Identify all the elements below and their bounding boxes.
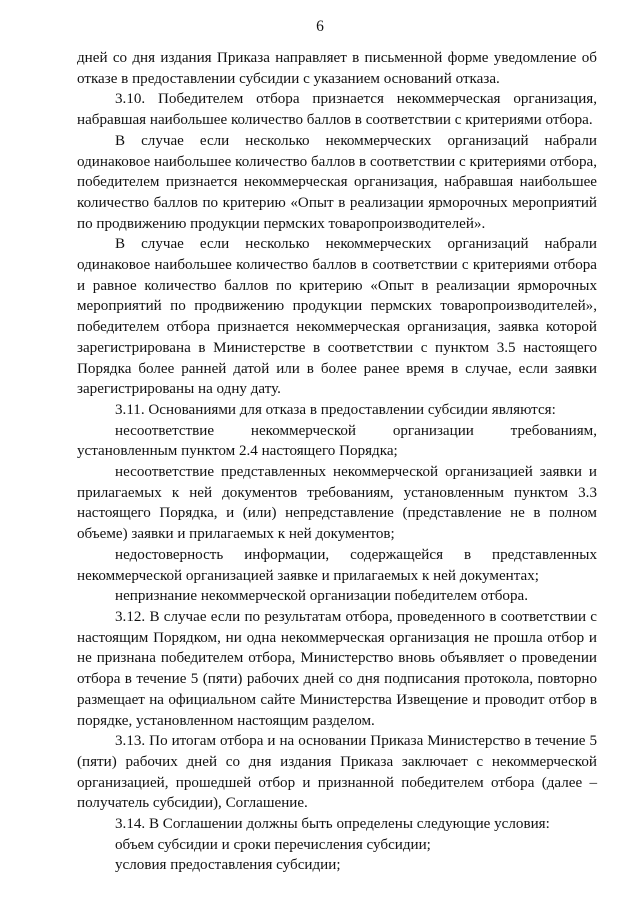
document-body <box>77 48 597 876</box>
paragraph-3-12: 3.12. В случае если по результатам отбора, проведенного в соответствии с настоящим Порядком, ни одна некоммерческая организация не прошла отбор и не признана победителем отбора, Министерство вновь объявляет о проведении отбора в течение 5 (пяти) рабочих дней со дня подписания протокола, повторно размещает на официальном сайте Министерства Извещение и проводит отбор в порядке, установленном настоящим разделом. <box>77 608 597 729</box>
paragraph-3-10: 3.10. Победителем отбора признается некоммерческая организация, набравшая наибольшее количество баллов в соответствии с критериями отбора. <box>77 91 597 129</box>
paragraph-continuation: дней со дня издания Приказа направляет в письменной форме уведомление об отказе в предоставлении субсидии с указанием оснований отказа. <box>77 50 597 87</box>
paragraph-3-11-reason-2: несоответствие представленных некоммерческой организацией заявки и прилагаемых к ней документов требованиям, установленным пунктом 3.3 настоящего Порядка, и (или) непредставление (представление не в полном объеме) заявки и прилагаемых к ней документов; <box>77 464 597 543</box>
paragraph-3-14-condition-2: условия предоставления субсидии; <box>115 857 341 874</box>
paragraph-3-11-reason-4: непризнание некоммерческой организации победителем отбора. <box>115 588 528 605</box>
paragraph-3-14: 3.14. В Соглашении должны быть определены следующие условия: <box>115 816 550 833</box>
paragraph-3-11-reason-1: несоответствие некоммерческой организации требованиям, установленным пунктом 2.4 настоящего Порядка; <box>77 422 597 460</box>
paragraph-3-13: 3.13. По итогам отбора и на основании Приказа Министерство в течение 5 (пяти) рабочих дней со дня издания Приказа заключает с некоммерческой организацией, прошедшей отбор и признанной победителем отбора (далее – получатель субсидии), Соглашение. <box>77 733 597 812</box>
paragraph-3-10-second-tie-rule: В случае если несколько некоммерческих организаций набрали одинаковое наибольшее количество баллов в соответствии с критериями отбора и равное количество баллов по критерию «Опыт в реализации ярморочных мероприятий по продвижению продукции пермских товаропроизводителей», победителем отбора признается некоммерческая организация, заявка которой зарегистрирована в Министерстве в соответствии с пунктом 3.5 настоящего Порядка более ранней датой или в более ранее время в случае, если заявки зарегистрированы на одну дату. <box>77 236 597 398</box>
paragraph-3-10-tie-rule: В случае если несколько некоммерческих организаций набрали одинаковое наибольшее количество баллов в соответствии с критериями отбора, победителем признается некоммерческая организация, набравшая наибольшее количество баллов по критерию «Опыт в реализации ярморочных мероприятий по продвижению продукции пермских товаропроизводителей». <box>77 132 597 232</box>
paragraph-3-14-condition-1: объем субсидии и сроки перечисления субсидии; <box>115 836 431 853</box>
paragraph-3-11-reason-3: недостоверность информации, содержащейся в представленных некоммерческой организацией заявке и прилагаемых к ней документах; <box>77 546 597 584</box>
page-number: 6 <box>316 18 324 35</box>
paragraph-3-11: 3.11. Основаниями для отказа в предоставлении субсидии являются: <box>115 401 556 418</box>
